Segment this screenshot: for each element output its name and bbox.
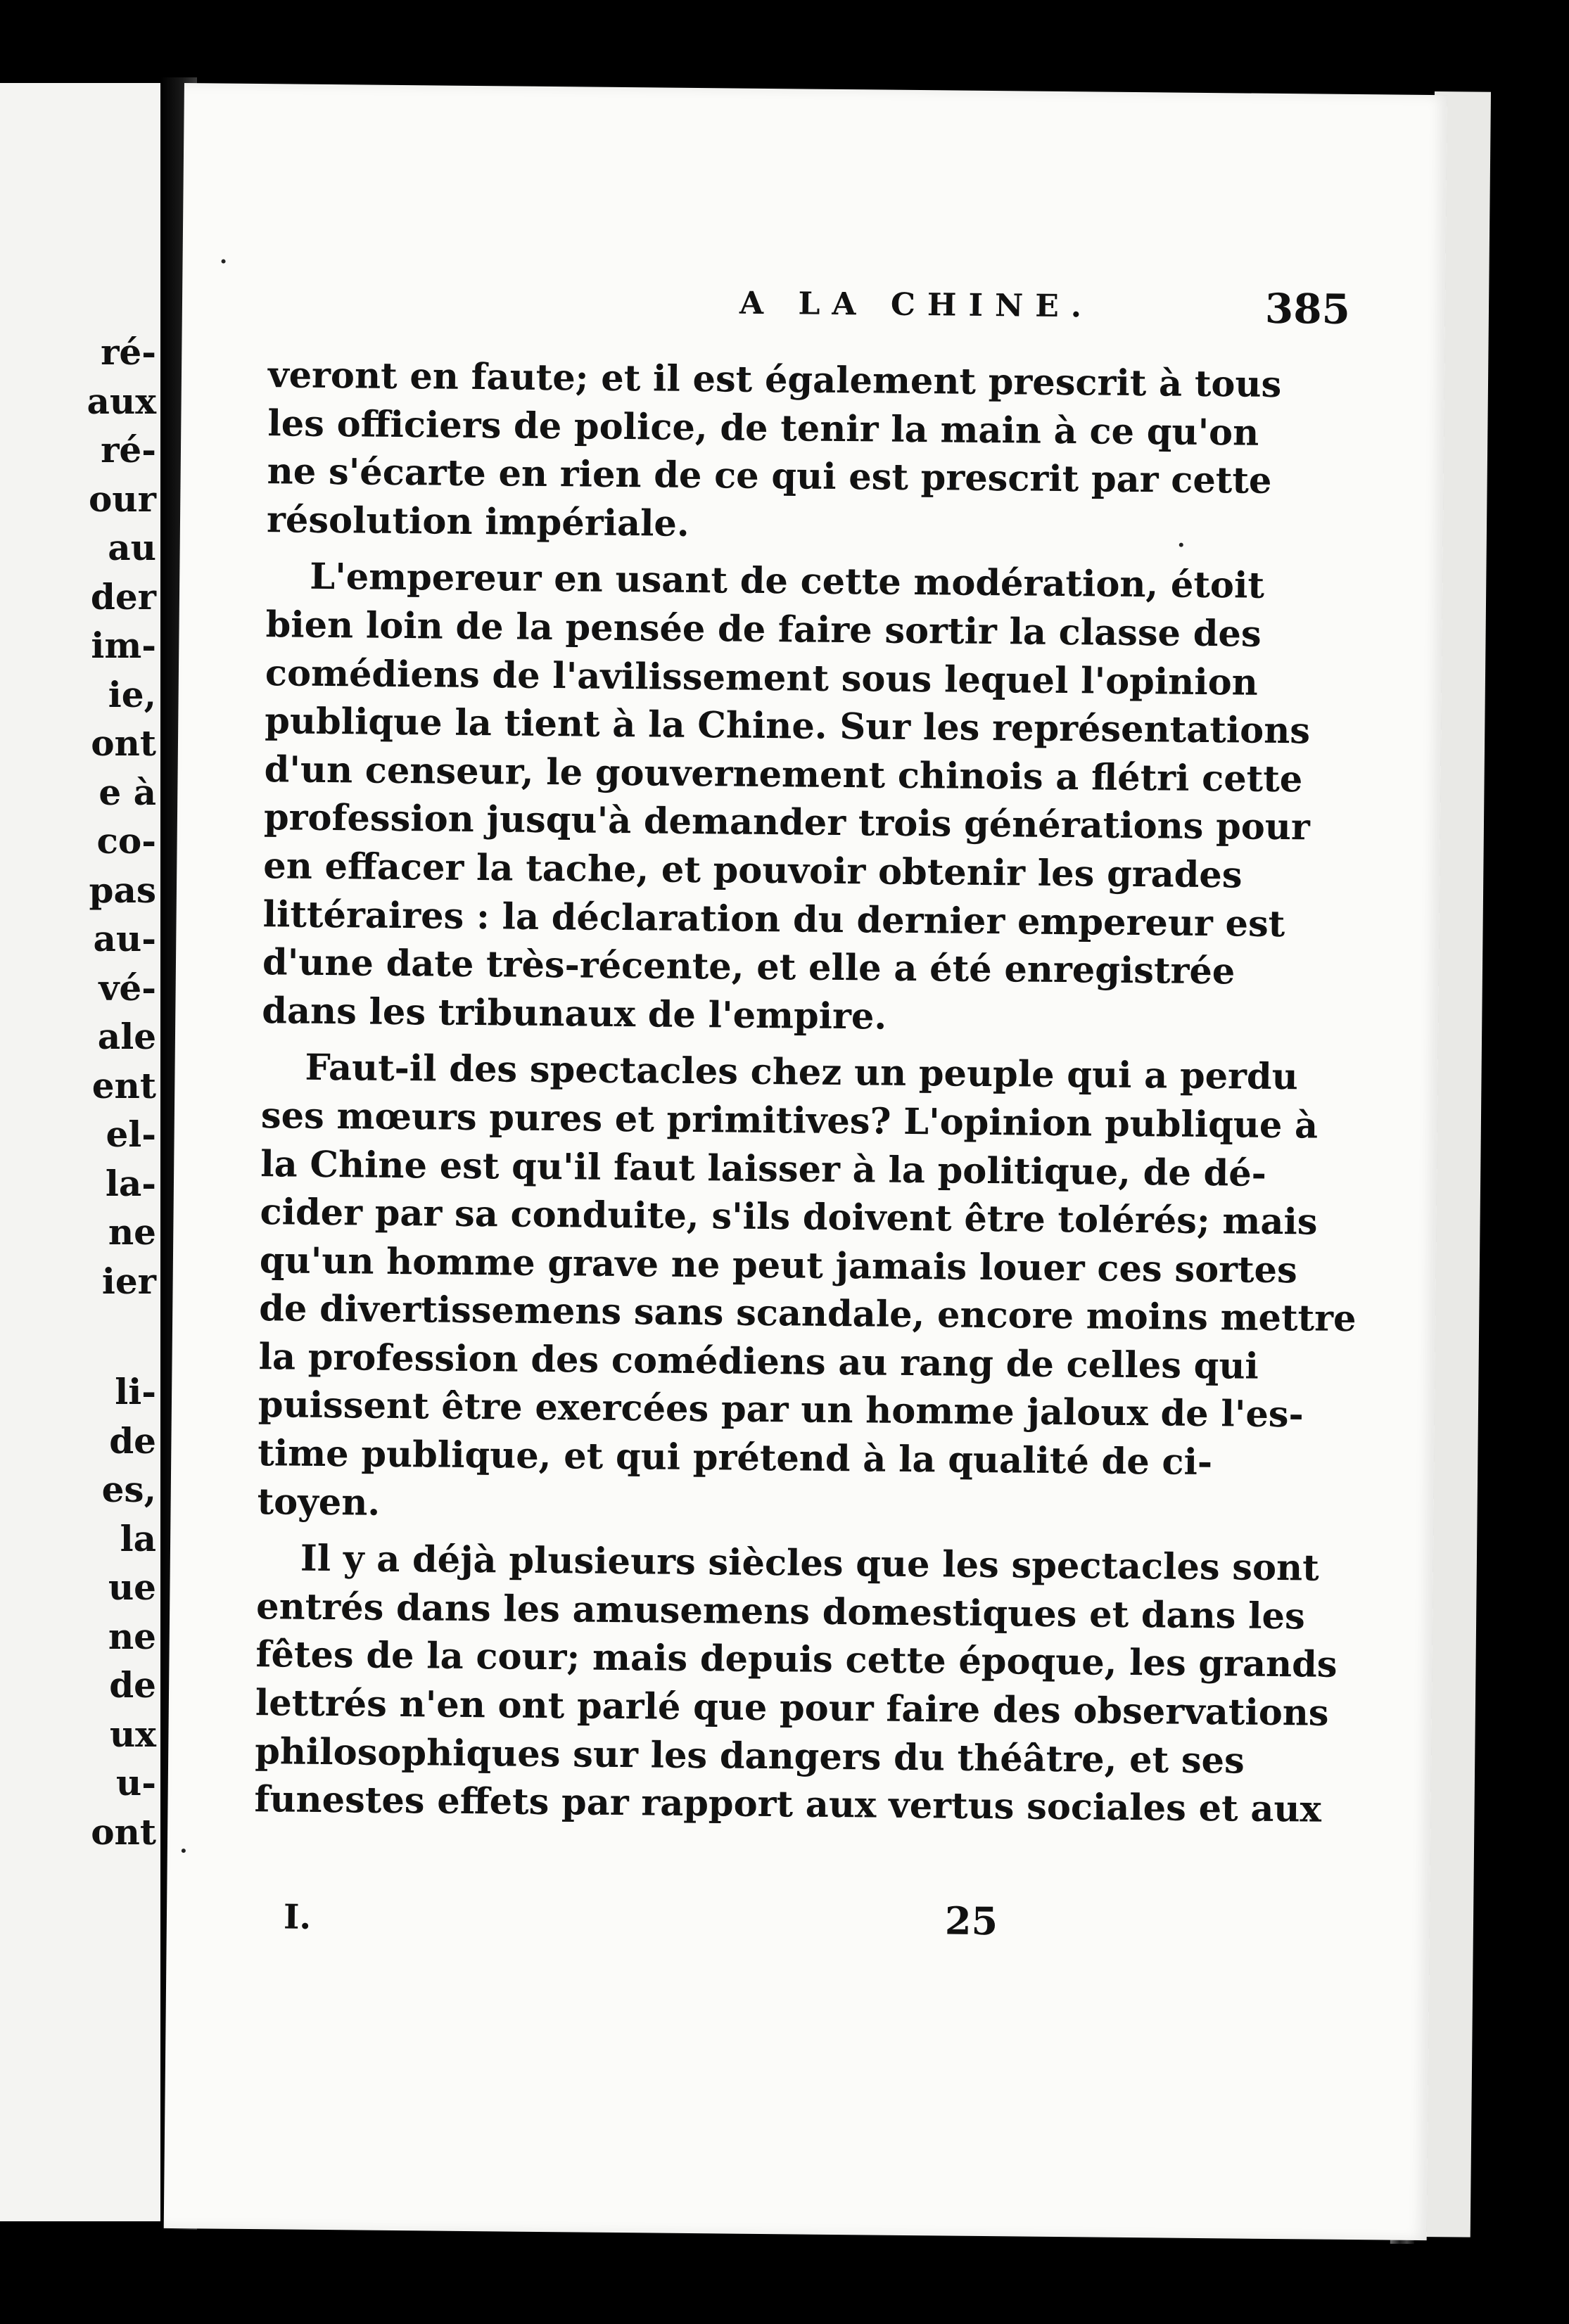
text-line: funestes effets par rapport aux vertus sociales et aux xyxy=(254,1778,1322,1831)
text-line: entrés dans les amusemens domestiques et dans les xyxy=(255,1585,1305,1638)
line-fragment: ie, xyxy=(108,673,156,715)
leaf-number: 25 xyxy=(944,1898,998,1944)
text-line: lettrés n'en ont parlé que pour faire des observations xyxy=(255,1682,1329,1735)
line-fragment: u- xyxy=(115,1762,156,1803)
text-line: résolution impériale. xyxy=(266,498,690,545)
text-line: de divertissemens sans scandale, encore moins mettre xyxy=(258,1287,1357,1341)
text-line: publique la tient à la Chine. Sur les représentations xyxy=(265,700,1311,753)
line-fragment: ré- xyxy=(101,331,156,373)
line-fragment: der xyxy=(90,575,156,618)
line-fragment: au- xyxy=(93,918,156,959)
running-title: A LA CHINE. xyxy=(739,285,1094,325)
line-fragment: li- xyxy=(115,1371,156,1412)
line-fragment: pas xyxy=(89,869,156,911)
text-line: L'empereur en usant de cette modération, étoit xyxy=(309,556,1265,608)
text-line: en effacer la tache, et pouvoir obtenir les grades xyxy=(263,845,1243,897)
text-line: profession jusqu'à demander trois générations pour xyxy=(263,796,1311,849)
ink-speck xyxy=(182,1849,186,1853)
text-line: puissent être exercées par un homme jaloux de l'es- xyxy=(258,1384,1304,1436)
line-fragment: im- xyxy=(91,625,156,666)
text-line: d'une date très-récente, et elle a été enregistrée xyxy=(262,941,1235,993)
line-fragment: ent xyxy=(91,1064,156,1106)
line-fragment: ier xyxy=(101,1260,156,1302)
line-fragment: de xyxy=(109,1664,156,1706)
text-line: time publique, et qui prétend à la qualité de ci- xyxy=(258,1432,1213,1484)
text-line: la profession des comédiens au rang de celles qui xyxy=(258,1335,1259,1388)
text-line: d'un censeur, le gouvernement chinois a flétri cette xyxy=(264,748,1303,801)
line-fragment: la xyxy=(120,1517,156,1559)
book-page xyxy=(164,83,1447,2240)
previous-page-line-ends xyxy=(87,328,160,1856)
line-fragment: ont xyxy=(91,1811,156,1853)
line-fragment: de xyxy=(109,1419,156,1462)
text-line: veront en faute; et il est également prescrit à tous xyxy=(267,354,1282,406)
line-fragment: ale xyxy=(97,1016,156,1057)
line-fragment: el- xyxy=(106,1113,156,1155)
text-line: les officiers de police, de tenir la main à ce qu'on xyxy=(267,402,1259,454)
text-line: dans les tribunaux de l'empire. xyxy=(262,989,887,1038)
body-text xyxy=(254,351,1357,1832)
text-line: ne s'écarte en rien de ce qui est prescrit par cette xyxy=(267,450,1272,503)
signature-mark: I. xyxy=(283,1897,312,1937)
line-fragment: ue xyxy=(108,1566,156,1608)
text-line: la Chine est qu'il faut laisser à la politique, de dé- xyxy=(260,1142,1267,1195)
line-fragment: ré- xyxy=(101,429,156,471)
text-line: littéraires : la déclaration du dernier empereur est xyxy=(262,893,1285,945)
line-fragment: vé- xyxy=(99,966,156,1009)
ink-speck xyxy=(1179,543,1183,547)
line-fragment: aux xyxy=(87,380,156,422)
line-fragment: e à xyxy=(99,771,156,813)
text-line: cider par sa conduite, s'ils doivent être tolérés; mais xyxy=(260,1191,1318,1244)
ink-speck xyxy=(222,260,226,264)
text-line: Faut-il des spectacles chez un peuple qui a perdu xyxy=(305,1047,1298,1099)
text-line: philosophiques sur les dangers du théâtre, et ses xyxy=(254,1730,1245,1782)
text-line: bien loin de la pensée de faire sortir la classe des xyxy=(265,604,1262,656)
line-fragment: our xyxy=(88,478,156,520)
text-line: toyen. xyxy=(257,1480,381,1524)
previous-page-fragment xyxy=(0,83,160,2221)
line-fragment: ne xyxy=(108,1211,156,1253)
line-fragment: ux xyxy=(109,1713,156,1755)
line-fragment: la- xyxy=(105,1162,156,1204)
page-number: 385 xyxy=(1264,284,1351,333)
text-line: comédiens de l'avilissement sous lequel l'opinion xyxy=(265,651,1259,704)
text-line: Il y a déjà plusieurs siècles que les spectacles sont xyxy=(300,1537,1319,1590)
line-fragment: ont xyxy=(91,722,156,764)
line-fragment: ne xyxy=(108,1615,156,1657)
line-fragment: co- xyxy=(96,820,156,862)
line-fragment: es, xyxy=(101,1469,156,1510)
text-line: ses mœurs pures et primitives? L'opinion publique à xyxy=(260,1094,1319,1147)
running-head xyxy=(450,283,1351,333)
text-line: fêtes de la cour; mais depuis cette époque, les grands xyxy=(255,1633,1338,1687)
line-fragment: au xyxy=(108,527,156,568)
line-gap xyxy=(87,1305,160,1367)
text-line: qu'un homme grave ne peut jamais louer ces sortes xyxy=(259,1239,1298,1291)
